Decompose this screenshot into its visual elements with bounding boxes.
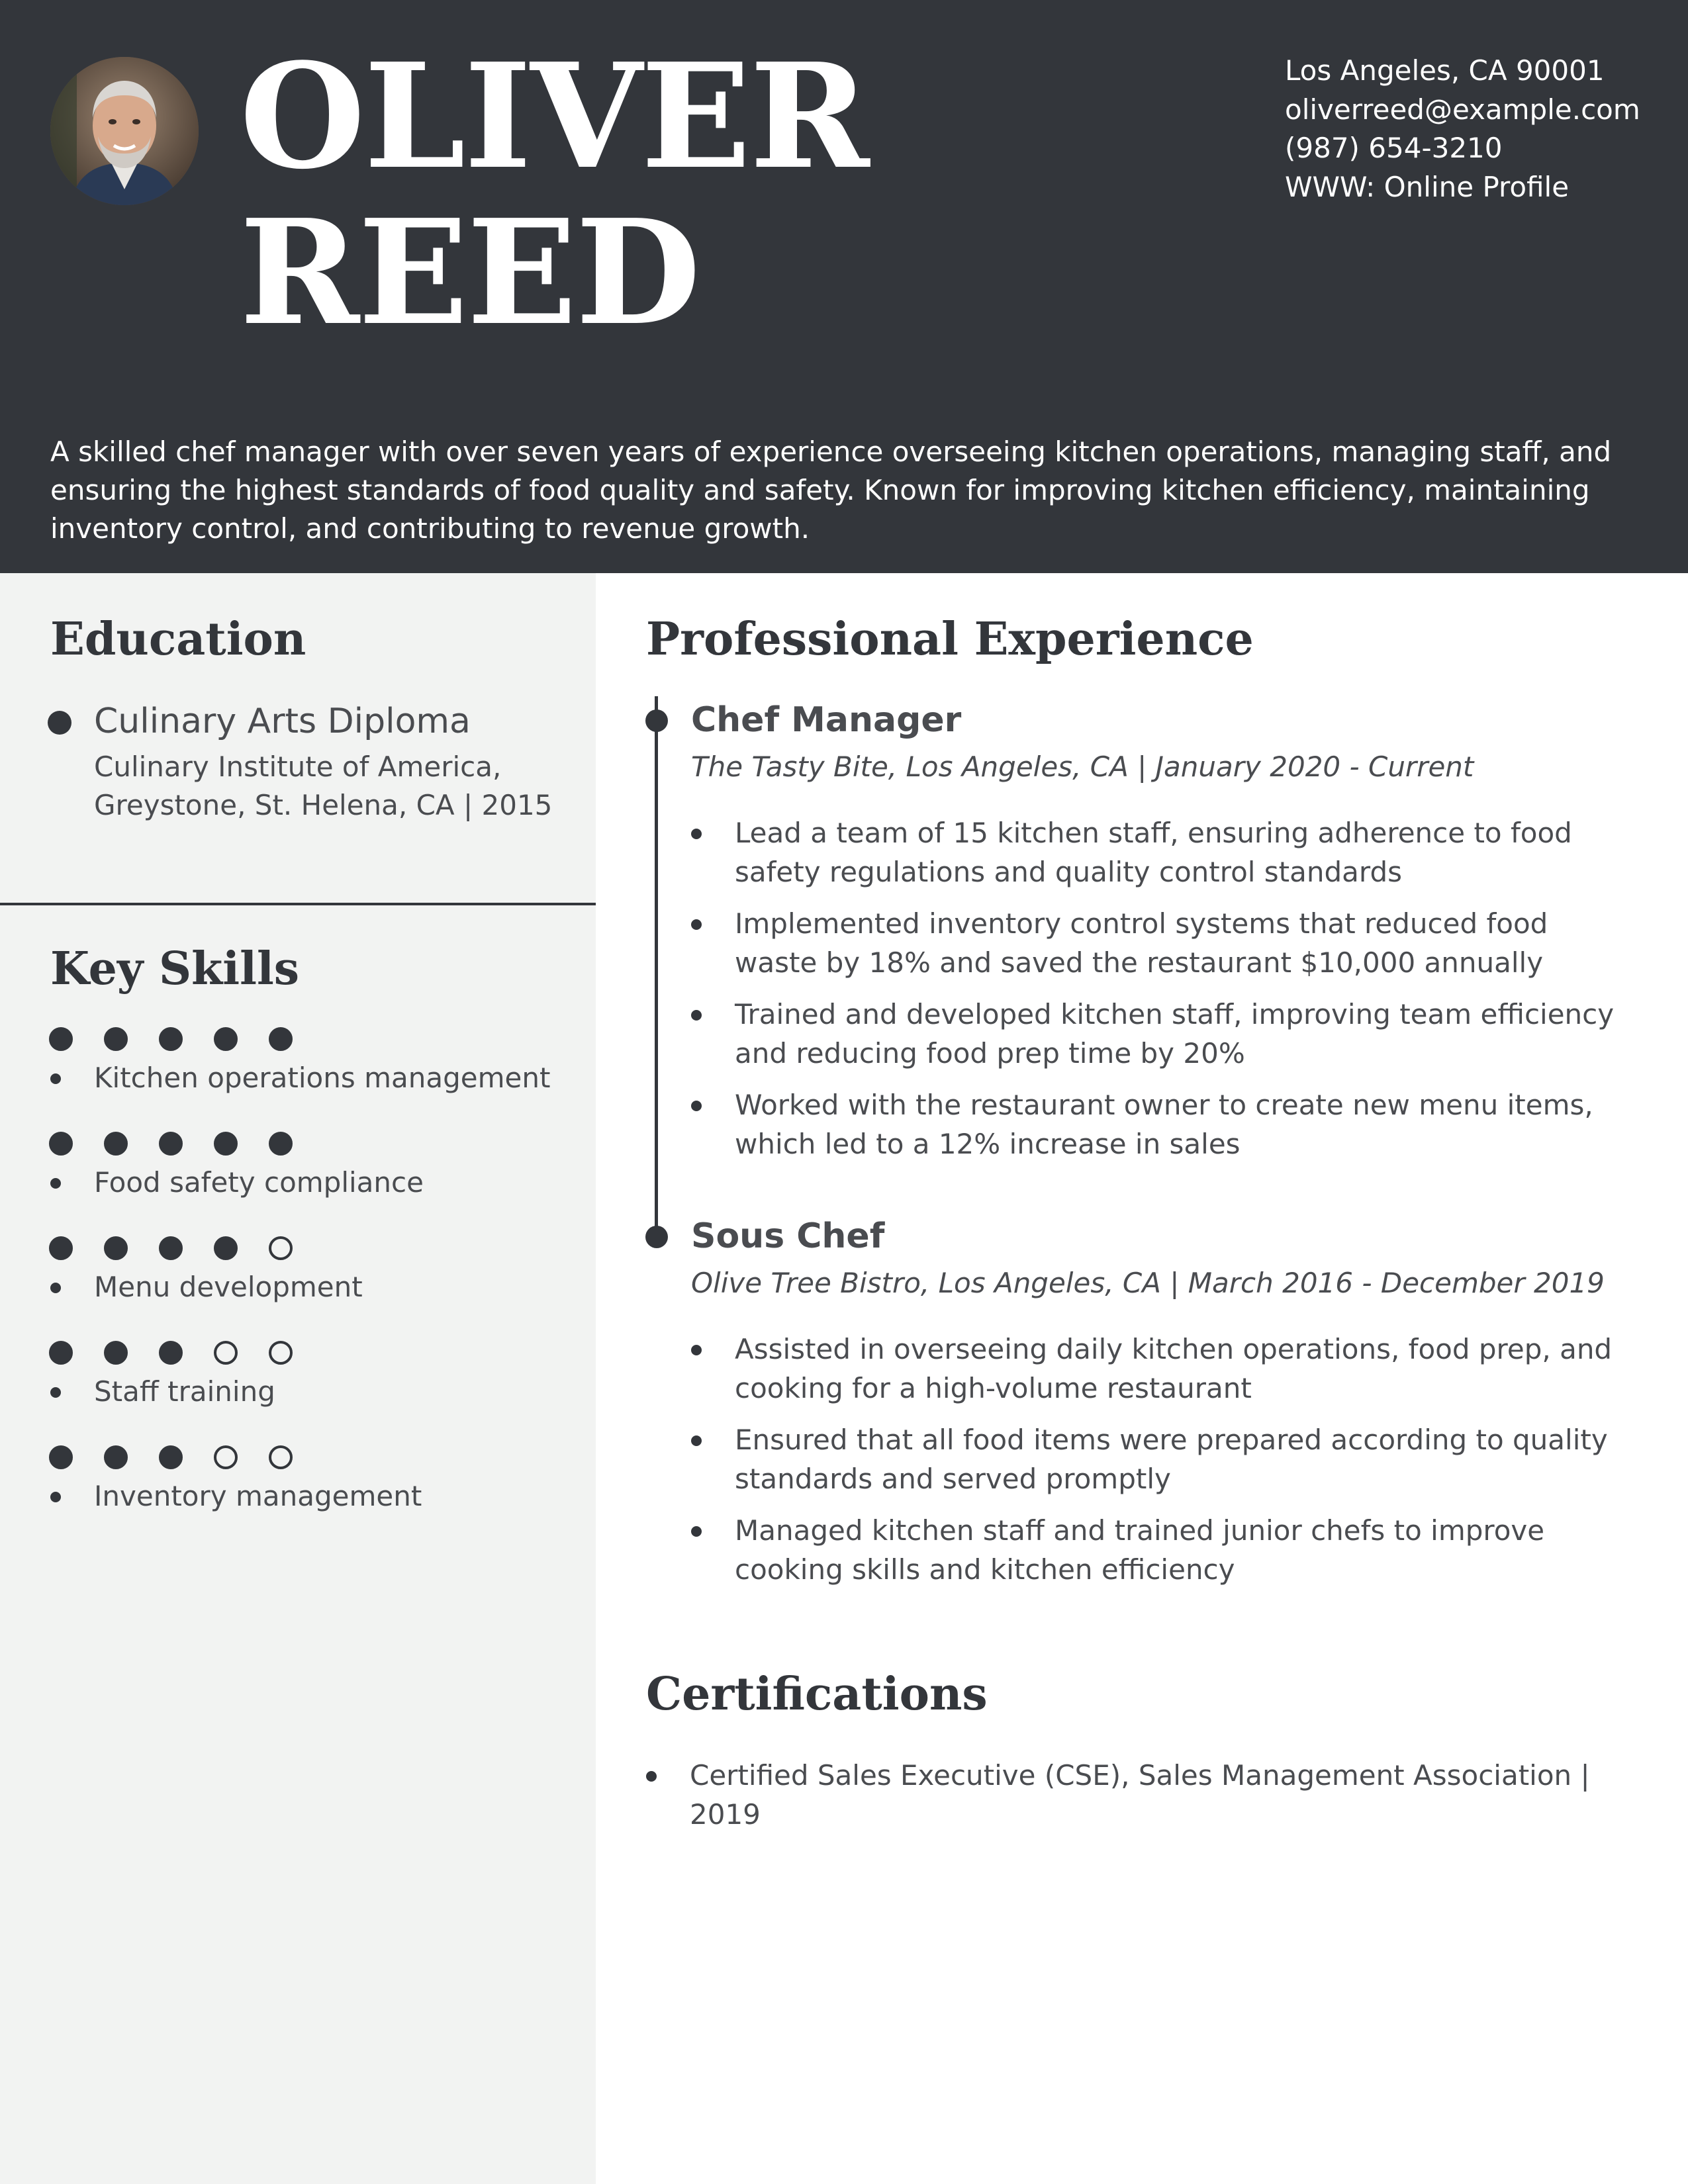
skill-bullet — [50, 1178, 61, 1189]
skill-item — [0, 1236, 596, 1336]
rating-dot-filled — [104, 1341, 128, 1365]
education-heading: Education — [50, 613, 306, 666]
contact-email[interactable]: oliverreed@example.com — [1285, 93, 1640, 126]
rating-dot-filled — [159, 1445, 183, 1469]
first-name: OLIVER — [240, 32, 868, 201]
education-bullet — [48, 711, 71, 735]
job-title: Chef Manager — [691, 700, 962, 740]
contact-location: Los Angeles, CA 90001 — [1285, 54, 1605, 87]
avatar — [50, 57, 199, 205]
contact-phone[interactable]: (987) 654-3210 — [1285, 132, 1503, 164]
skill-bullet — [50, 1073, 61, 1084]
job-meta: The Tasty Bite, Los Angeles, CA | January 2020 - Current — [691, 751, 1474, 783]
rating-dot-filled — [104, 1445, 128, 1469]
section-divider — [0, 903, 596, 905]
rating-dot-filled — [159, 1132, 183, 1156]
timeline-dot — [645, 709, 668, 732]
rating-dot-empty — [269, 1341, 293, 1365]
duty-item: Implemented inventory control systems that reduced food waste by 18% and saved the restaurant $10,000 annually — [691, 905, 1638, 982]
skill-item — [0, 1341, 596, 1440]
rating-dot-filled — [269, 1132, 293, 1156]
contact-website[interactable]: WWW: Online Profile — [1285, 170, 1570, 203]
rating-dot-empty — [269, 1445, 293, 1469]
certification-item: Certified Sales Executive (CSE), Sales Management Association | 2019 — [646, 1756, 1593, 1834]
skill-item — [0, 1445, 596, 1545]
rating-dot-filled — [159, 1341, 183, 1365]
skill-bullet — [50, 1387, 61, 1398]
duty-item: Worked with the restaurant owner to create new menu items, which led to a 12% increase in sales — [691, 1086, 1638, 1163]
duty-item: Lead a team of 15 kitchen staff, ensuring adherence to food safety regulations and quality control standards — [691, 814, 1638, 891]
job-meta: Olive Tree Bistro, Los Angeles, CA | March 2016 - December 2019 — [691, 1267, 1605, 1299]
rating-dot-filled — [269, 1027, 293, 1051]
sidebar — [0, 573, 596, 2184]
rating-dot-filled — [214, 1027, 238, 1051]
duty-item: Managed kitchen staff and trained junior chefs to improve cooking skills and kitchen efficiency — [691, 1512, 1638, 1589]
professional-summary: A skilled chef manager with over seven years of experience overseeing kitchen operations, managing staff, and ensuring the highest standards of food quality and safety. Known for improving kitchen efficiency, maintaining inventory control, and contributing to revenue growth. — [50, 435, 1612, 545]
candidate-name — [240, 32, 868, 357]
certifications-heading: Certifications — [646, 1668, 988, 1721]
skill-label: Staff training — [94, 1375, 275, 1408]
skill-label: Kitchen operations management — [94, 1062, 551, 1094]
education-detail: Culinary Institute of America, Greystone, St. Helena, CA | 2015 — [94, 751, 553, 821]
timeline-line — [655, 696, 658, 1232]
skill-label: Food safety compliance — [94, 1166, 424, 1199]
rating-dot-filled — [49, 1027, 73, 1051]
portrait-photo — [50, 57, 199, 205]
skill-bullet — [50, 1492, 61, 1502]
skills-heading: Key Skills — [50, 942, 300, 995]
duty-item: Assisted in overseeing daily kitchen operations, food prep, and cooking for a high-volume restaurant — [691, 1330, 1638, 1408]
certifications-list — [646, 1756, 1593, 1834]
rating-dot-filled — [104, 1027, 128, 1051]
skill-bullet — [50, 1283, 61, 1293]
rating-dot-empty — [269, 1236, 293, 1260]
rating-dot-filled — [104, 1236, 128, 1260]
skill-label: Menu development — [94, 1271, 363, 1303]
duty-item: Trained and developed kitchen staff, improving team efficiency and reducing food prep time by 20% — [691, 995, 1638, 1073]
rating-dot-filled — [214, 1236, 238, 1260]
skill-item — [0, 1132, 596, 1231]
job-title: Sous Chef — [691, 1216, 885, 1256]
rating-dot-filled — [49, 1341, 73, 1365]
rating-dot-filled — [49, 1132, 73, 1156]
resume-header — [0, 0, 1688, 573]
job-duties — [691, 1330, 1638, 1602]
timeline-dot — [645, 1226, 668, 1248]
rating-dot-filled — [49, 1445, 73, 1469]
education-degree: Culinary Arts Diploma — [94, 702, 471, 741]
rating-dot-filled — [159, 1027, 183, 1051]
duty-item: Ensured that all food items were prepared according to quality standards and served promptly — [691, 1421, 1638, 1498]
rating-dot-filled — [104, 1132, 128, 1156]
rating-dot-empty — [214, 1445, 238, 1469]
last-name: REED — [240, 188, 700, 357]
skill-item — [0, 1027, 596, 1126]
contact-info — [1285, 52, 1640, 206]
experience-heading: Professional Experience — [646, 613, 1254, 666]
rating-dot-empty — [214, 1341, 238, 1365]
skill-label: Inventory management — [94, 1480, 422, 1512]
main-content — [596, 573, 1688, 2184]
rating-dot-filled — [49, 1236, 73, 1260]
rating-dot-filled — [159, 1236, 183, 1260]
rating-dot-filled — [214, 1132, 238, 1156]
job-duties — [691, 814, 1638, 1177]
